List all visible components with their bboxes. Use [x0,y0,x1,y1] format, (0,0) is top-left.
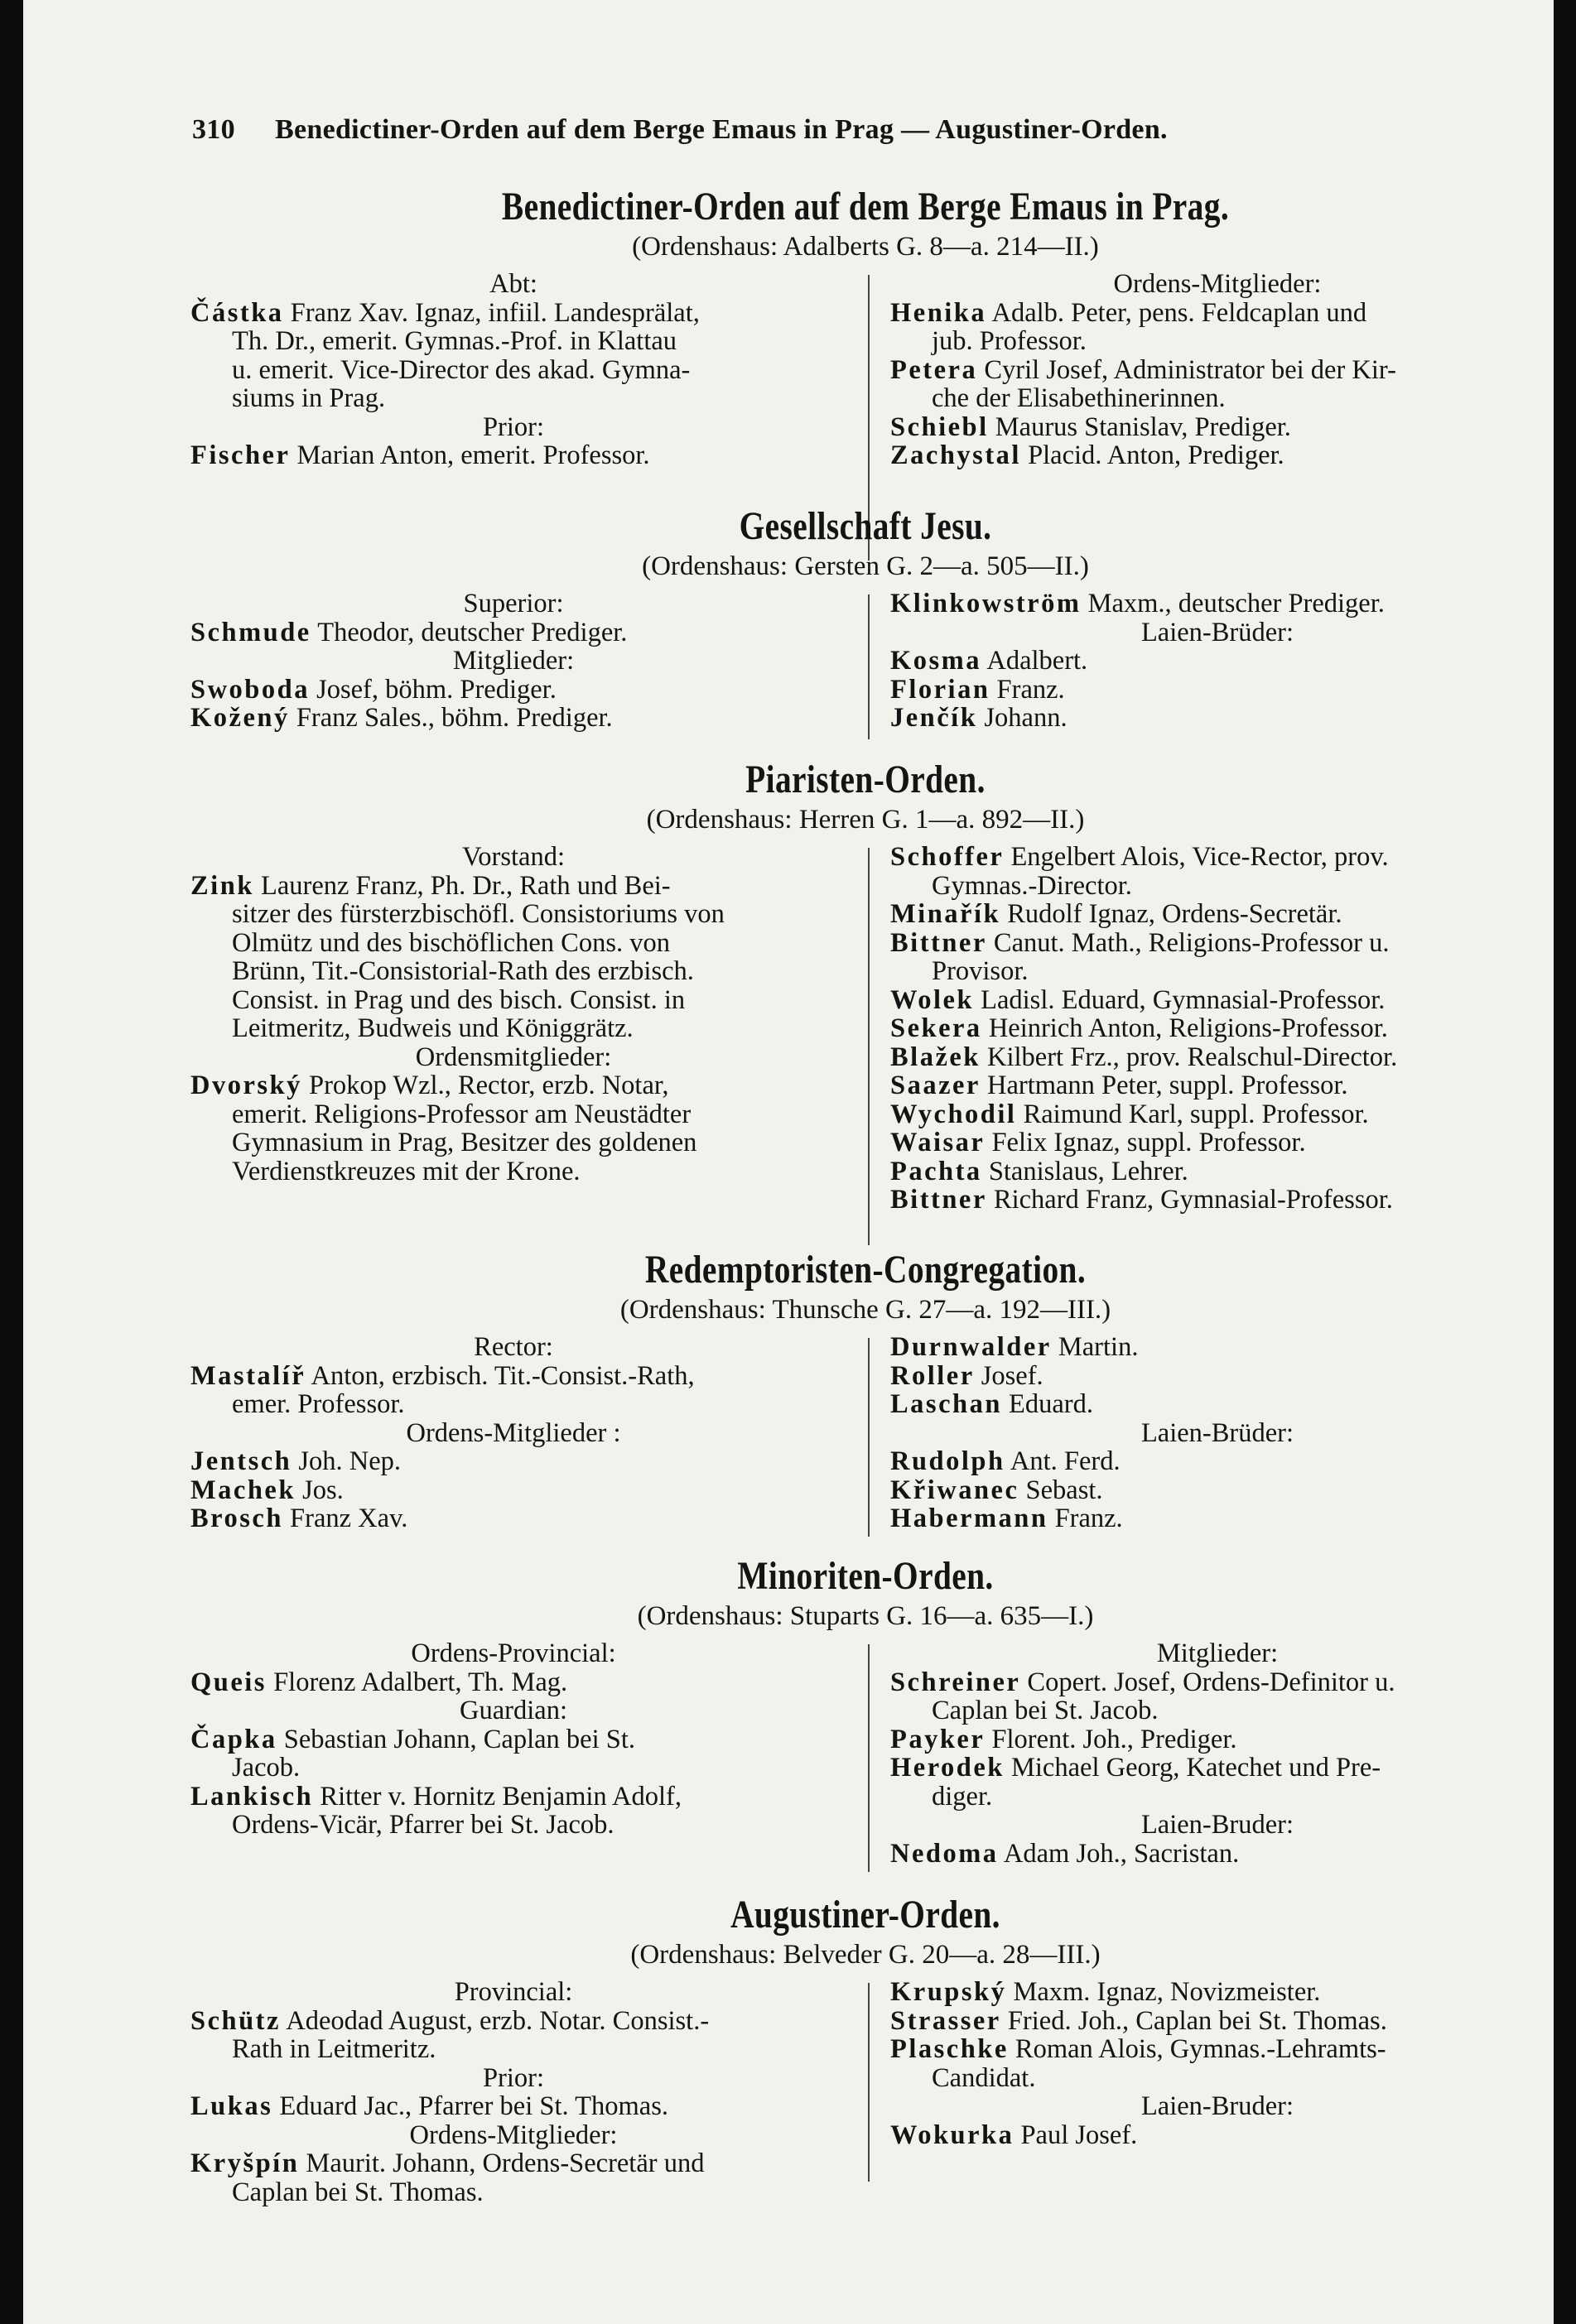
member-entry-saazer [890,1071,1545,1100]
member-entry-klinkowstrom [890,589,1545,618]
entry-text: Raimund Karl, suppl. Professor. [1023,1099,1369,1129]
member-entry-wolek [890,986,1545,1015]
member-surname: Habermann [890,1504,1048,1533]
entry-text: Kilbert Frz., prov. Realschul-Director. [987,1042,1398,1072]
member-surname: Zink [190,870,254,901]
member-surname: Minařík [890,899,1001,929]
entry-text: Heinrich Anton, Religions-Professor. [988,1013,1388,1043]
entry-text: Hartmann Peter, suppl. Professor. [986,1071,1348,1100]
member-entry-payker [890,1725,1545,1754]
role-heading: Laien-Brüder: [1140,617,1294,647]
section-subtitle: (Ordenshaus: Gersten G. 2—a. 505—II.) [642,551,1089,581]
member-entry-schreiner [890,1668,1545,1725]
member-entry-dvorsky [190,1071,836,1186]
member-entry-kosma [890,647,1545,676]
member-surname: Bittner [890,927,987,958]
entry-text: Franz. [1054,1504,1123,1533]
member-entry-pachta [890,1157,1545,1186]
section-subtitle: (Ordenshaus: Adalberts G. 8—a. 214—II.) [632,232,1099,262]
member-surname: Krupský [890,1977,1007,2007]
section-title: Redemptoristen-Congregation. [644,1248,1087,1292]
member-surname: Kryšpín [190,2148,300,2178]
section-title: Piaristen-Orden. [745,758,986,801]
member-entry-nedoma [890,1840,1545,1869]
entry-text: Leitmeritz, Budweis und Königgrätz. [232,1013,634,1043]
entry-text: emerit. Religions-Professor am Neustädter [232,1099,692,1129]
member-entry-waisar [890,1128,1545,1157]
left-column [190,589,836,733]
entry-text: Franz Xav. [290,1504,408,1533]
member-entry-herodek [890,1754,1545,1811]
right-column [890,270,1545,470]
member-entry-bittner [890,1186,1545,1215]
entry-text: Placid. Anton, Prediger. [1028,440,1284,470]
member-surname: Florian [890,674,990,705]
role-heading: Abt: [489,269,537,299]
member-entry-habermann [890,1504,1545,1533]
member-surname: Kožený [190,703,290,733]
member-surname: Strasser [890,2005,1001,2036]
column-divider [868,1338,870,1537]
member-surname: Čapka [190,1724,277,1754]
member-entry-capka [190,1725,836,1783]
member-surname: Křiwanec [890,1475,1019,1505]
entry-text: Adalb. Peter, pens. Feldcaplan und [991,297,1367,328]
running-header [192,114,1434,146]
role-heading: Provincial: [454,1977,573,2007]
member-surname: Queis [190,1667,267,1697]
member-surname: Mastalíř [190,1360,306,1391]
member-surname: Laschan [890,1389,1002,1419]
member-surname: Kosma [890,646,981,676]
member-surname: Henika [890,297,987,328]
member-surname: Roller [890,1360,975,1391]
member-entry-blazek [890,1043,1545,1072]
entry-text: Franz. [996,674,1065,705]
entry-text: Sebast. [1025,1475,1103,1505]
role-heading: Rector: [474,1332,553,1362]
member-surname: Rudolph [890,1446,1005,1476]
entry-text: Copert. Josef, Ordens-Definitor u. [1027,1667,1395,1697]
member-entry-schutz [190,2007,836,2064]
entry-text: Eduard Jac., Pfarrer bei St. Thomas. [279,2091,668,2121]
role-heading: Laien-Bruder: [1140,1810,1294,1840]
entry-text: Anton, erzbisch. Tit.-Consist.-Rath, [311,1360,695,1391]
entry-text: Verdienstkreuzes mit der Krone. [232,1156,581,1186]
member-entry-castka [190,299,836,413]
member-surname: Payker [890,1724,986,1754]
role-heading: Ordens-Mitglieder : [406,1417,621,1448]
entry-text: Candidat. [932,2062,1036,2093]
entry-text: Michael Georg, Katechet und Pre- [1011,1753,1381,1783]
role-heading: Prior: [482,411,545,442]
entry-text: Ant. Ferd. [1010,1446,1121,1476]
entry-text: Caplan bei St. Thomas. [232,2177,484,2207]
member-entry-wokurka [890,2121,1545,2150]
member-entry-wychodil [890,1100,1545,1129]
role-heading: Guardian: [460,1696,567,1725]
entry-text: Rudolf Ignaz, Ordens-Secretär. [1007,899,1342,929]
section-title: Gesellschaft Jesu. [739,504,992,548]
right-column [890,589,1545,733]
entry-text: Sebastian Johann, Caplan bei St. [283,1724,635,1754]
entry-text: Engelbert Alois, Vice-Rector, prov. [1010,842,1389,872]
member-surname: Jentsch [190,1446,292,1476]
document-page [23,0,1554,2324]
member-surname: Pachta [890,1156,982,1186]
member-entry-fischer [190,441,836,470]
member-entry-schiebl [890,413,1545,442]
entry-text: Maurit. Johann, Ordens-Secretär und [306,2148,705,2178]
entry-text: Stanislaus, Lehrer. [988,1156,1188,1186]
member-entry-strasser [890,2007,1545,2036]
entry-text: Gymnasium in Prag, Besitzer des goldenen [232,1128,697,1157]
section-title: Minoriten-Orden. [737,1554,994,1598]
right-column [890,1978,1545,2149]
member-surname: Zachystal [890,440,1021,470]
member-entry-machek [190,1476,836,1505]
right-column [890,1333,1545,1533]
left-column [190,1333,836,1533]
left-column [190,843,836,1186]
member-surname: Durnwalder [890,1332,1052,1362]
column-divider [868,1983,870,2182]
member-entry-plaschke [890,2035,1545,2092]
member-entry-queis [190,1668,836,1697]
section-subtitle: (Ordenshaus: Belveder G. 20—a. 28—III.) [630,1940,1101,1970]
role-heading: Prior: [482,2062,545,2093]
member-entry-minarik [890,900,1545,929]
member-surname: Wokurka [890,2120,1015,2150]
left-column [190,1639,836,1840]
member-surname: Schreiner [890,1667,1021,1697]
left-column [190,270,836,470]
entry-text: Caplan bei St. Jacob. [932,1696,1159,1725]
entry-text: Florenz Adalbert, Th. Mag. [273,1667,568,1697]
member-entry-florian [890,676,1545,705]
role-heading: Ordens-Mitglieder: [1113,269,1322,299]
section-augustiner [190,1892,1540,2207]
member-surname: Klinkowström [890,589,1082,618]
entry-text: Paul Josef. [1020,2120,1138,2150]
entry-text: Eduard. [1009,1389,1094,1419]
role-heading: Mitglieder: [452,646,575,676]
entry-text: Fried. Joh., Caplan bei St. Thomas. [1007,2005,1387,2036]
left-column [190,1978,836,2206]
member-entry-zachystal [890,441,1545,470]
member-entry-swoboda [190,676,836,705]
entry-text: Provisor. [932,956,1029,986]
section-redemptoristen [190,1247,1540,1533]
entry-text: Rath in Leitmeritz. [232,2034,436,2064]
member-entry-brosch [190,1504,836,1533]
member-entry-roller [890,1362,1545,1391]
running-title: Benedictiner-Orden auf dem Berge Emaus in Prag — Augustiner-Orden. [275,114,1168,145]
entry-text: Ordens-Vicär, Pfarrer bei St. Jacob. [232,1810,614,1840]
entry-text: Josef. [981,1360,1043,1391]
section-title: Benedictiner-Orden auf dem Berge Emaus in Prag. [501,185,1230,229]
section-piaristen [190,757,1540,1215]
member-surname: Petera [890,354,978,385]
member-surname: Schütz [190,2005,281,2036]
member-surname: Fischer [190,440,291,470]
section-subtitle: (Ordenshaus: Thunsche G. 27—a. 192—III.) [619,1295,1111,1325]
member-surname: Machek [190,1475,296,1505]
member-entry-sekera [890,1014,1545,1043]
entry-text: Franz Sales., böhm. Prediger. [296,703,613,733]
entry-text: Cyril Josef, Administrator bei der Kir- [984,354,1396,385]
entry-text: Canut. Math., Religions-Professor u. [993,927,1390,958]
member-entry-kryspin [190,2149,836,2206]
member-entry-durnwalder [890,1333,1545,1362]
member-surname: Nedoma [890,1838,999,1869]
entry-text: Johann. [984,703,1068,733]
entry-text: Ritter v. Hornitz Benjamin Adolf, [320,1781,682,1812]
section-title: Augustiner-Orden. [730,1893,1000,1937]
column-divider [868,594,870,739]
member-surname: Sekera [890,1013,982,1043]
entry-text: che der Elisabethinerinnen. [932,383,1226,413]
member-entry-rudolph [890,1447,1545,1476]
member-surname: Schiebl [890,411,989,442]
member-surname: Schoffer [890,842,1005,872]
role-heading: Superior: [463,589,564,618]
entry-text: Prokop Wzl., Rector, erzb. Notar, [309,1071,669,1100]
member-entry-schoffer [890,843,1545,900]
entry-text: Maxm., deutscher Prediger. [1087,589,1385,618]
entry-text: Florent. Joh., Prediger. [991,1724,1237,1754]
entry-text: Olmütz und des bischöflichen Cons. von [232,927,670,958]
role-heading: Ordens-Provincial: [411,1638,616,1668]
entry-text: Gymnas.-Director. [932,870,1132,901]
member-entry-zink [190,872,836,1043]
member-surname: Swoboda [190,674,310,705]
entry-text: Martin. [1058,1332,1139,1362]
member-surname: Jenčík [890,703,978,733]
member-entry-schmude [190,618,836,647]
member-surname: Saazer [890,1071,981,1100]
entry-text: Maurus Stanislav, Prediger. [995,411,1291,442]
section-benedictiner [190,184,1540,470]
column-divider [868,1644,870,1872]
role-heading: Ordensmitglieder: [415,1042,612,1072]
section-subtitle: (Ordenshaus: Herren G. 1—a. 892—II.) [646,805,1085,835]
entry-text: jub. Professor. [932,326,1087,356]
entry-text: Adalbert. [986,646,1088,676]
member-surname: Blažek [890,1042,981,1072]
right-column [890,843,1545,1215]
entry-text: Roman Alois, Gymnas.-Lehramts- [1015,2034,1386,2064]
member-entry-lankisch [190,1783,836,1840]
entry-text: Richard Franz, Gymnasial-Professor. [993,1185,1393,1215]
entry-text: Jos. [302,1475,344,1505]
member-entry-kozeny [190,704,836,733]
member-entry-bittner [890,929,1545,986]
page-number: 310 [192,114,235,145]
role-heading: Vorstand: [462,842,565,872]
entry-text: Joh. Nep. [298,1446,402,1476]
member-surname: Lukas [190,2091,273,2121]
member-surname: Dvorský [190,1071,302,1100]
member-entry-jentsch [190,1447,836,1476]
member-surname: Bittner [890,1185,987,1215]
entry-text: Adam Joh., Sacristan. [1003,1838,1240,1869]
member-entry-petera [890,356,1545,413]
entry-text: Franz Xav. Ignaz, infiil. Landesprälat, [290,297,700,328]
entry-text: Adeodad August, erzb. Notar. Consist.- [286,2005,710,2036]
entry-text: siums in Prag. [232,383,386,413]
member-surname: Wolek [890,984,974,1015]
entry-text: Ladisl. Eduard, Gymnasial-Professor. [981,984,1386,1015]
member-surname: Brosch [190,1504,283,1533]
entry-text: Felix Ignaz, suppl. Professor. [991,1128,1306,1157]
member-surname: Herodek [890,1753,1005,1783]
section-minoriten [190,1553,1540,1869]
member-surname: Schmude [190,617,311,647]
right-column [890,1639,1545,1868]
member-entry-krupsky [890,1978,1545,2007]
entry-text: Maxm. Ignaz, Novizmeister. [1013,1977,1321,2007]
member-surname: Plaschke [890,2034,1009,2064]
entry-text: diger. [932,1781,993,1812]
entry-text: emer. Professor. [232,1389,405,1419]
entry-text: Marian Anton, emerit. Professor. [296,440,650,470]
member-entry-kriwanec [890,1476,1545,1505]
role-heading: Ordens-Mitglieder: [409,2120,618,2150]
member-surname: Lankisch [190,1781,314,1812]
member-entry-lukas [190,2092,836,2121]
entry-text: u. emerit. Vice-Director des akad. Gymna- [232,354,691,385]
entry-text: Laurenz Franz, Ph. Dr., Rath und Bei- [260,870,671,901]
entry-text: Th. Dr., emerit. Gymnas.-Prof. in Klattau [232,326,677,356]
member-surname: Wychodil [890,1099,1017,1129]
member-surname: Částka [190,297,284,328]
role-heading: Laien-Bruder: [1140,2091,1294,2121]
role-heading: Laien-Brüder: [1140,1417,1294,1448]
member-entry-jencik [890,704,1545,733]
entry-text: Josef, böhm. Prediger. [316,674,557,705]
entry-text: Consist. in Prag und des bisch. Consist. in [232,984,686,1015]
member-entry-mastalir [190,1362,836,1419]
member-entry-henika [890,299,1545,356]
column-divider [868,848,870,1245]
entry-text: sitzer des fürsterzbischöfl. Consistoriums von [232,899,725,929]
member-entry-laschan [890,1390,1545,1419]
entry-text: Theodor, deutscher Prediger. [317,617,628,647]
section-gesellschaft-jesu [190,503,1540,733]
role-heading: Mitglieder: [1156,1638,1279,1668]
section-subtitle: (Ordenshaus: Stuparts G. 16—a. 635—I.) [637,1601,1094,1631]
member-surname: Waisar [890,1128,986,1157]
entry-text: Jacob. [232,1753,301,1783]
entry-text: Brünn, Tit.-Consistorial-Rath des erzbisch. [232,956,694,986]
